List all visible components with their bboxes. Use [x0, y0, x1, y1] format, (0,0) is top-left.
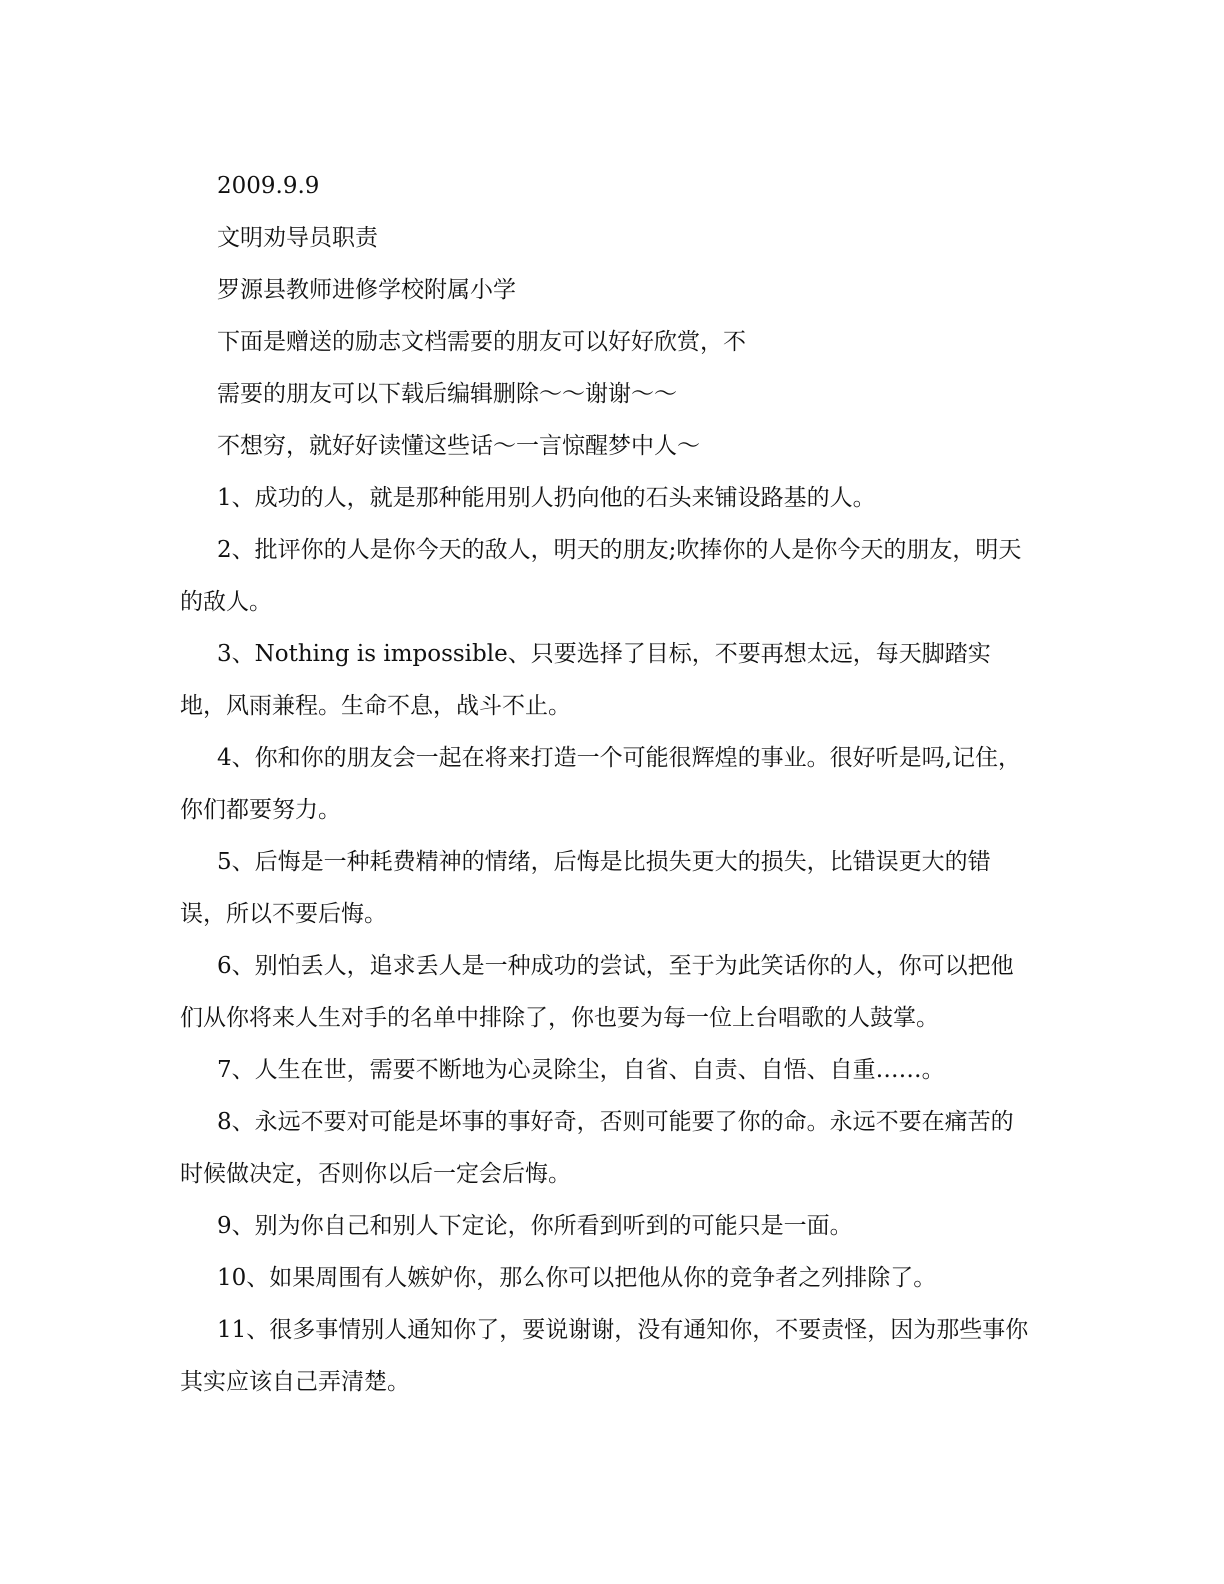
- list-item-3: 3、Nothing is impossible、只要选择了目标，不要再想太远，每天脚踏实地，风雨兼程。生命不息，战斗不止。: [180, 641, 991, 719]
- list-item-8: 8、永远不要对可能是坏事的事好奇，否则可能要了你的命。永远不要在痛苦的时候做决定，否则你以后一定会后悔。: [180, 1109, 1014, 1187]
- list-item-10: 10、如果周围有人嫉妒你，那么你可以把他从你的竞争者之列排除了。: [217, 1265, 937, 1291]
- list-item-6: 6、别怕丢人，追求丢人是一种成功的尝试，至于为此笑话你的人，你可以把他们从你将来人生对手的名单中排除了，你也要为每一位上台唱歌的人鼓掌。: [180, 953, 1014, 1031]
- intro-line-1: 下面是赠送的励志文档需要的朋友可以好好欣赏，不: [217, 329, 746, 355]
- list-item-5: 5、后悔是一种耗费精神的情绪，后悔是比损失更大的损失，比错误更大的错误，所以不要后悔。: [180, 849, 991, 927]
- date-line: 2009.9.9: [217, 173, 320, 199]
- list-item-11: 11、很多事情别人通知你了，要说谢谢，没有通知你，不要责怪，因为那些事你其实应该自己弄清楚。: [180, 1317, 1029, 1395]
- list-item-9: 9、别为你自己和别人下定论，你所看到听到的可能只是一面。: [217, 1213, 853, 1239]
- document-title: 文明劝导员职责: [217, 225, 378, 251]
- intro-line-3: 不想穷，就好好读懂这些话～一言惊醒梦中人～: [217, 433, 700, 459]
- list-item-4: 4、你和你的朋友会一起在将来打造一个可能很辉煌的事业。很好听是吗,记住，你们都要努力。: [180, 745, 1021, 823]
- list-item-1: 1、成功的人，就是那种能用别人扔向他的石头来铺设路基的人。: [217, 485, 876, 511]
- school-name: 罗源县教师进修学校附属小学: [217, 277, 516, 303]
- list-item-2: 2、批评你的人是你今天的敌人，明天的朋友;吹捧你的人是你今天的朋友，明天的敌人。: [180, 537, 1022, 615]
- list-item-7: 7、人生在世，需要不断地为心灵除尘，自省、自责、自悟、自重……。: [217, 1057, 945, 1083]
- document-body: [180, 160, 1030, 1408]
- intro-line-2: 需要的朋友可以下载后编辑删除～～谢谢～～: [217, 381, 677, 407]
